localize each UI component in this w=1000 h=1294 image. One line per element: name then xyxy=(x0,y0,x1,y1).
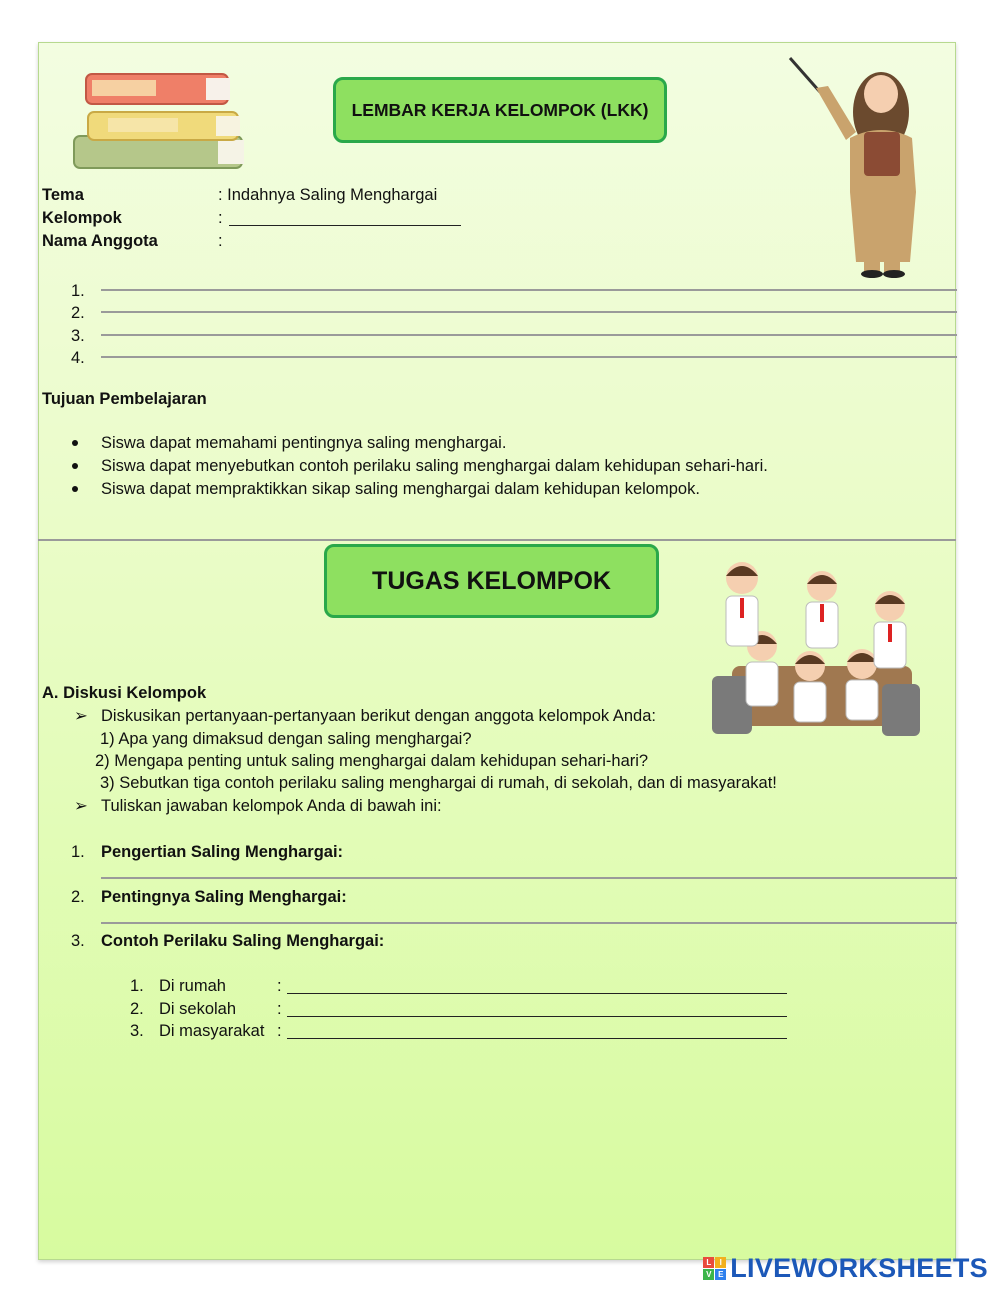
tema-label: Tema xyxy=(42,186,84,204)
answer-number: 2. xyxy=(71,888,85,906)
example-place: Di rumah xyxy=(159,977,226,995)
diskusi-question: 3) Sebutkan tiga contoh perilaku saling menghargai di rumah, di sekolah, dan di masyarakat! xyxy=(100,774,777,792)
diskusi-heading: A. Diskusi Kelompok xyxy=(42,684,207,702)
teacher-illustration xyxy=(786,52,928,278)
bullet-icon xyxy=(72,440,78,446)
brand-name: LIVEWORKSHEETS xyxy=(730,1253,988,1283)
answer-label: Contoh Perilaku Saling Menghargai: xyxy=(101,932,385,950)
kelompok-label: Kelompok xyxy=(42,209,122,227)
diskusi-question: 1) Apa yang dimaksud dengan saling menghargai? xyxy=(100,730,472,748)
tujuan-item: Siswa dapat mempraktikkan sikap saling menghargai dalam kehidupan kelompok. xyxy=(101,480,700,498)
answer-number: 1. xyxy=(71,843,85,861)
worksheet-title-box xyxy=(333,77,667,143)
example-number: 2. xyxy=(130,1000,144,1018)
member-input-line[interactable] xyxy=(101,311,957,313)
example-input-line[interactable] xyxy=(287,1016,787,1017)
kelompok-input-line[interactable] xyxy=(229,225,461,226)
section-divider xyxy=(38,539,956,541)
member-input-line[interactable] xyxy=(101,356,957,358)
example-input-line[interactable] xyxy=(287,993,787,994)
example-number: 3. xyxy=(130,1022,144,1040)
member-number: 2. xyxy=(71,304,85,322)
logo-squares-icon: L I V E xyxy=(703,1257,726,1280)
tugas-title-box xyxy=(324,544,659,618)
member-input-line[interactable] xyxy=(101,334,957,336)
member-number: 4. xyxy=(71,349,85,367)
example-place: Di masyarakat xyxy=(159,1022,265,1040)
diskusi-question: 2) Mengapa penting untuk saling menghargai dalam kehidupan sehari-hari? xyxy=(95,752,649,770)
example-colon: : xyxy=(277,977,282,995)
tujuan-item: Siswa dapat memahami pentingnya saling menghargai. xyxy=(101,434,507,452)
example-colon: : xyxy=(277,1022,282,1040)
books-illustration xyxy=(68,62,250,176)
example-colon: : xyxy=(277,1000,282,1018)
member-number: 3. xyxy=(71,327,85,345)
bullet-icon xyxy=(72,486,78,492)
tujuan-item: Siswa dapat menyebutkan contoh perilaku saling menghargai dalam kehidupan sehari-hari. xyxy=(101,457,768,475)
tujuan-heading: Tujuan Pembelajaran xyxy=(42,390,207,408)
member-input-line[interactable] xyxy=(101,289,957,291)
anggota-colon: : xyxy=(218,232,223,250)
example-number: 1. xyxy=(130,977,144,995)
answer-input-line[interactable] xyxy=(101,877,957,879)
answer-label: Pentingnya Saling Menghargai: xyxy=(101,888,347,906)
arrow-bullet-icon: ➢ xyxy=(74,797,88,815)
tema-value: : Indahnya Saling Menghargai xyxy=(218,186,438,204)
diskusi-instruction: Tuliskan jawaban kelompok Anda di bawah ini: xyxy=(101,797,442,815)
answer-label: Pengertian Saling Menghargai: xyxy=(101,843,344,861)
member-number: 1. xyxy=(71,282,85,300)
diskusi-instruction: Diskusikan pertanyaan-pertanyaan berikut dengan anggota kelompok Anda: xyxy=(101,707,656,725)
students-illustration xyxy=(712,556,922,738)
arrow-bullet-icon: ➢ xyxy=(74,707,88,725)
kelompok-colon: : xyxy=(218,209,223,227)
example-place: Di sekolah xyxy=(159,1000,237,1018)
bullet-icon xyxy=(72,463,78,469)
worksheet-title: LEMBAR KERJA KELOMPOK (LKK) xyxy=(351,99,649,120)
example-input-line[interactable] xyxy=(287,1038,787,1039)
tugas-title: TUGAS KELOMPOK xyxy=(372,566,611,595)
anggota-label: Nama Anggota xyxy=(42,232,158,250)
answer-number: 3. xyxy=(71,932,85,950)
liveworksheets-logo[interactable] xyxy=(703,1253,988,1284)
answer-input-line[interactable] xyxy=(101,922,957,924)
